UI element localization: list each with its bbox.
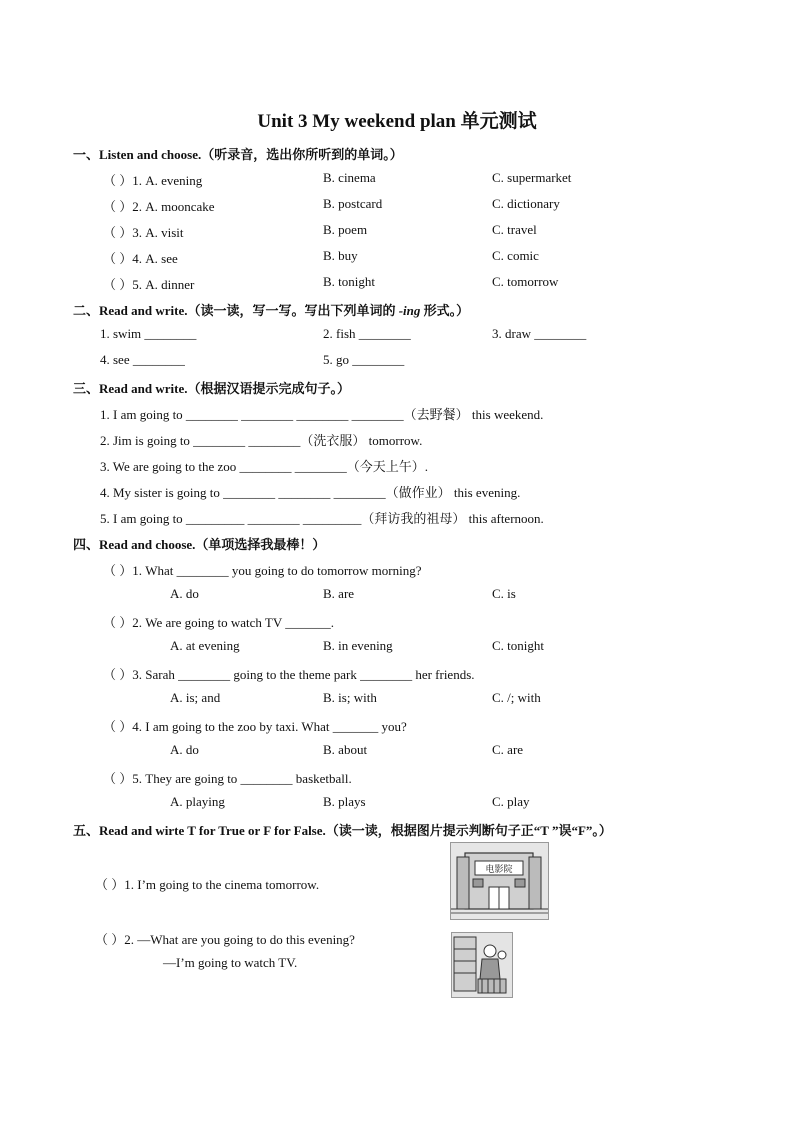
s1-q2-b: B. postcard bbox=[323, 196, 383, 211]
s4-q5-a: A. playing bbox=[170, 794, 225, 809]
page-title: Unit 3 My weekend plan 单元测试 bbox=[257, 111, 537, 132]
s2-item-4: 4. see ________ bbox=[100, 352, 185, 367]
s4-q5-c: C. play bbox=[492, 794, 530, 809]
section-1-heading: 一、Listen and choose.（听录音，选出你所听到的单词。） bbox=[73, 147, 403, 162]
s1-q5: （ ）5. A. dinner bbox=[103, 277, 195, 292]
s4-q5-b: B. plays bbox=[323, 794, 366, 809]
shopping-picture bbox=[451, 932, 513, 998]
s4-q3-c: C. /; with bbox=[492, 690, 541, 705]
s1-q4: （ ）4. A. see bbox=[103, 251, 178, 266]
s3-line-3: 3. We are going to the zoo ________ ________（今天上午）. bbox=[100, 459, 429, 474]
s1-q1-c: C. supermarket bbox=[492, 170, 572, 185]
s4-q3: （ ）3. Sarah ________ going to the theme park ________ her friends. bbox=[103, 667, 475, 682]
s2-item-5: 5. go ________ bbox=[323, 352, 405, 367]
s4-q4: （ ）4. I am going to the zoo by taxi. What _______ you? bbox=[103, 719, 407, 734]
section-3-heading: 三、Read and write.（根据汉语提示完成句子。） bbox=[73, 381, 350, 396]
s2-item-2: 2. fish ________ bbox=[323, 326, 411, 341]
s3-line-1: 1. I am going to ________ ________ ________ ________（去野餐） this weekend. bbox=[100, 407, 544, 422]
s1-q4-c: C. comic bbox=[492, 248, 539, 263]
section-5-heading: 五、Read and wirte T for True or F for False.（读一读，根据图片提示判断句子正“T ”误“F”。） bbox=[73, 823, 612, 838]
s4-q1-c: C. is bbox=[492, 586, 516, 601]
s4-q2-c: C. tonight bbox=[492, 638, 545, 653]
s4-q4-c: C. are bbox=[492, 742, 524, 757]
s4-q2: （ ）2. We are going to watch TV _______. bbox=[103, 615, 334, 630]
ing-suffix: -ing bbox=[398, 303, 421, 318]
s2-item-3: 3. draw ________ bbox=[492, 326, 587, 341]
s1-q2-c: C. dictionary bbox=[492, 196, 560, 211]
s4-q1-b: B. are bbox=[323, 586, 355, 601]
s4-q1-a: A. do bbox=[170, 586, 199, 601]
s3-line-4: 4. My sister is going to ________ ________ ________（做作业） this evening. bbox=[100, 485, 521, 500]
s4-q5: （ ）5. They are going to ________ basketball. bbox=[103, 771, 352, 786]
s4-q1: （ ）1. What ________ you going to do tomorrow morning? bbox=[103, 563, 422, 578]
cinema-sign-text: 电影院 bbox=[485, 865, 513, 875]
section-4-heading: 四、Read and choose.（单项选择我最棒！） bbox=[73, 537, 326, 552]
s4-q4-b: B. about bbox=[323, 742, 368, 757]
s4-q3-b: B. is; with bbox=[323, 690, 377, 705]
s5-q1: （ ）1. I’m going to the cinema tomorrow. bbox=[95, 877, 320, 892]
s5-q2: （ ）2. —What are you going to do this evening? bbox=[95, 932, 355, 947]
s1-q1-b: B. cinema bbox=[323, 170, 376, 185]
section-2-heading: 二、Read and write.（读一读，写一写。写出下列单词的 -ing 形式。） bbox=[73, 303, 470, 318]
s4-q4-a: A. do bbox=[170, 742, 199, 757]
s4-q2-a: A. at evening bbox=[170, 638, 240, 653]
s1-q5-c: C. tomorrow bbox=[492, 274, 559, 289]
cinema-picture bbox=[450, 842, 549, 920]
s5-q2-answer: —I’m going to watch TV. bbox=[163, 955, 298, 970]
s3-line-5: 5. I am going to _________ ________ _________（拜访我的祖母） this afternoon. bbox=[100, 511, 544, 526]
s1-q4-b: B. buy bbox=[323, 248, 358, 263]
s1-q3-c: C. travel bbox=[492, 222, 537, 237]
s1-q1: （ ）1. A. evening bbox=[103, 173, 203, 188]
s1-q3: （ ）3. A. visit bbox=[103, 225, 184, 240]
s2-item-1: 1. swim ________ bbox=[100, 326, 197, 341]
s1-q2: （ ）2. A. mooncake bbox=[103, 199, 215, 214]
s1-q3-b: B. poem bbox=[323, 222, 368, 237]
s4-q2-b: B. in evening bbox=[323, 638, 393, 653]
s4-q3-a: A. is; and bbox=[170, 690, 221, 705]
s3-line-2: 2. Jim is going to ________ ________（洗衣服） tomorrow. bbox=[100, 433, 423, 448]
s1-q5-b: B. tonight bbox=[323, 274, 376, 289]
